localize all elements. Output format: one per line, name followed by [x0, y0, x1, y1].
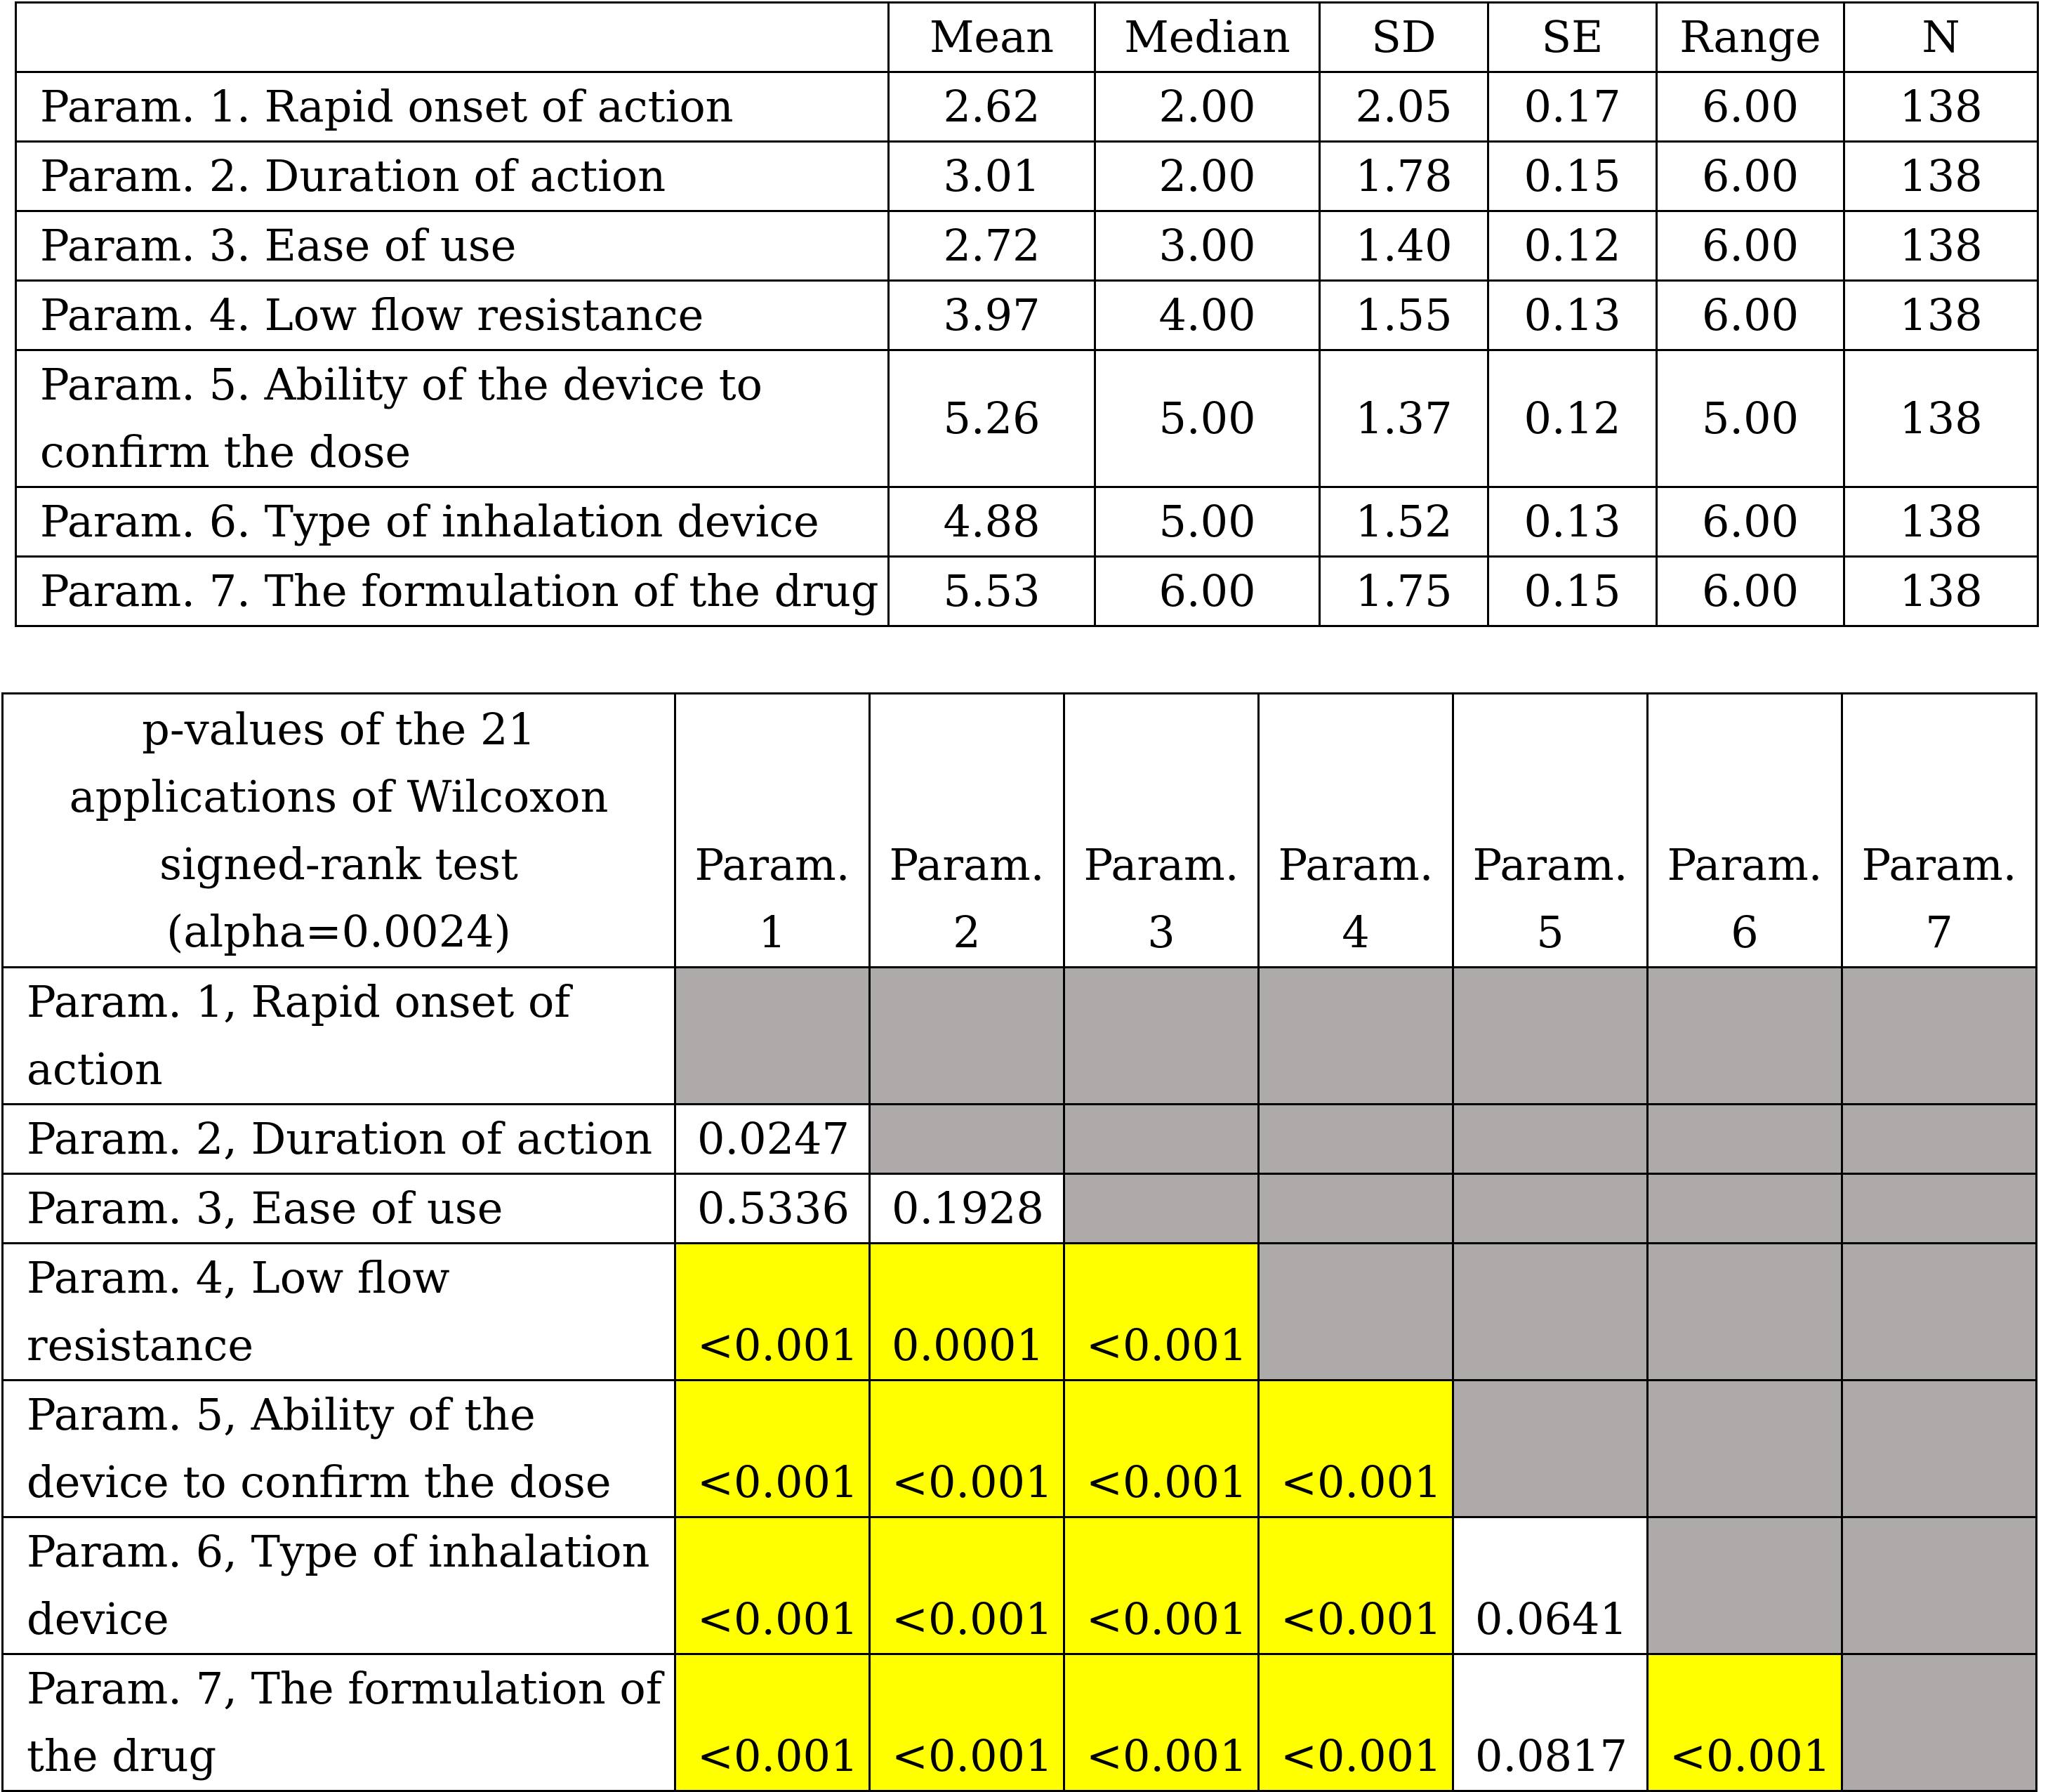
pvalue-cell: <0.001	[675, 1244, 870, 1381]
col-header-line-1: Param.	[1083, 839, 1239, 890]
pvalue-cell: <0.001	[870, 1517, 1064, 1654]
pvalue-cell: <0.001	[1064, 1654, 1259, 1791]
pvalue-cell: <0.001	[1064, 1381, 1259, 1517]
stats-median: 5.00	[1095, 350, 1320, 487]
stats-row-label: Param. 2. Duration of action	[16, 142, 889, 211]
stats-row-label: Param. 4. Low flow resistance	[16, 281, 889, 350]
stats-header-n: N	[1844, 3, 2038, 72]
pvalue-cell	[1842, 1244, 2037, 1381]
wilcoxon-pvalue-table	[1, 692, 2037, 1792]
stats-header-row	[16, 3, 2038, 72]
stats-row-4	[16, 281, 2038, 350]
col-header-line-1: Param.	[1472, 839, 1628, 890]
pvalue-cell: 0.0247	[675, 1105, 870, 1174]
stats-sd: 1.37	[1320, 350, 1488, 487]
stats-range: 6.00	[1657, 487, 1844, 557]
pvalue-cell	[1648, 1517, 1842, 1654]
stats-row-label	[16, 350, 889, 487]
pvalue-cell: <0.001	[870, 1381, 1064, 1517]
pvalue-cell	[1648, 1244, 1842, 1381]
pvalue-row-label	[3, 1381, 675, 1517]
stats-header-mean: Mean	[889, 3, 1095, 72]
pvalue-cell	[1648, 1105, 1842, 1174]
pvalue-cell	[1453, 1105, 1648, 1174]
stats-row-label: Param. 3. Ease of use	[16, 211, 889, 281]
pvalue-row-label	[3, 1517, 675, 1654]
stats-row-5	[16, 350, 2038, 487]
pvalue-cell	[1064, 1174, 1259, 1244]
stats-median: 4.00	[1095, 281, 1320, 350]
row-label-line-1: Param. 7, The formulation of	[27, 1663, 662, 1714]
col-header-param-3	[1064, 694, 1259, 968]
row-label-line-2: the drug	[27, 1730, 217, 1781]
stats-row-7	[16, 557, 2038, 626]
pvalue-cell	[1842, 1517, 2037, 1654]
col-header-line-2: 6	[1731, 907, 1759, 958]
pvalue-row-param-7	[3, 1654, 2037, 1791]
corner-line-1: p-values of the 21	[142, 703, 536, 755]
stats-se: 0.17	[1488, 72, 1657, 142]
stats-median: 6.00	[1095, 557, 1320, 626]
row-label-line-1: Param. 2, Duration of action	[27, 1113, 653, 1164]
col-header-line-2: 5	[1536, 907, 1564, 958]
pvalue-header-row	[3, 694, 2037, 968]
pvalue-cell	[1842, 968, 2037, 1105]
stats-range: 6.00	[1657, 557, 1844, 626]
row-label-line-1: Param. 1, Rapid onset of	[27, 976, 571, 1027]
stats-header-sd: SD	[1320, 3, 1488, 72]
stats-median: 3.00	[1095, 211, 1320, 281]
col-header-line-2: 4	[1342, 907, 1370, 958]
row-label-line-2: resistance	[27, 1319, 254, 1371]
pvalue-cell	[1842, 1174, 2037, 1244]
pvalue-row-label	[3, 968, 675, 1105]
stats-se: 0.15	[1488, 142, 1657, 211]
pvalue-cell	[1453, 968, 1648, 1105]
stats-sd: 1.55	[1320, 281, 1488, 350]
corner-line-3: signed-rank test	[159, 838, 518, 890]
pvalue-cell	[1842, 1105, 2037, 1174]
pvalue-cell	[870, 968, 1064, 1105]
stats-mean: 2.62	[889, 72, 1095, 142]
stats-row-2	[16, 142, 2038, 211]
stats-row-label: Param. 6. Type of inhalation device	[16, 487, 889, 557]
stats-mean: 2.72	[889, 211, 1095, 281]
pvalue-row-label	[3, 1654, 675, 1791]
col-header-line-2: 1	[758, 907, 786, 958]
stats-median: 2.00	[1095, 72, 1320, 142]
pvalue-cell: <0.001	[675, 1654, 870, 1791]
row-label-line-1: Param. 4, Low flow	[27, 1252, 450, 1303]
stats-row-label: Param. 7. The formulation of the drug	[16, 557, 889, 626]
row-label-line-1: Param. 3, Ease of use	[27, 1182, 503, 1234]
corner-line-4: (alpha=0.0024)	[166, 905, 511, 957]
stats-range: 5.00	[1657, 350, 1844, 487]
col-header-param-1	[675, 694, 870, 968]
pvalue-cell: 0.0817	[1453, 1654, 1648, 1791]
stats-row-6	[16, 487, 2038, 557]
pvalue-cell: <0.001	[675, 1517, 870, 1654]
col-header-line-2: 2	[953, 907, 981, 958]
stats-sd: 1.52	[1320, 487, 1488, 557]
stats-mean: 5.26	[889, 350, 1095, 487]
pvalue-cell: <0.001	[1259, 1517, 1453, 1654]
stats-sd: 1.40	[1320, 211, 1488, 281]
descriptive-stats-table	[15, 1, 2039, 627]
col-header-param-5	[1453, 694, 1648, 968]
pvalue-row-param-1	[3, 968, 2037, 1105]
stats-n: 138	[1844, 72, 2038, 142]
stats-median: 5.00	[1095, 487, 1320, 557]
pvalue-cell: <0.001	[675, 1381, 870, 1517]
stats-sd: 2.05	[1320, 72, 1488, 142]
pvalue-cell	[1648, 968, 1842, 1105]
pvalue-cell: 0.5336	[675, 1174, 870, 1244]
pvalue-cell	[1064, 968, 1259, 1105]
stats-header-se: SE	[1488, 3, 1657, 72]
pvalue-row-label	[3, 1244, 675, 1381]
stats-se: 0.13	[1488, 487, 1657, 557]
pvalue-cell: <0.001	[870, 1654, 1064, 1791]
stats-se: 0.15	[1488, 557, 1657, 626]
stats-mean: 3.01	[889, 142, 1095, 211]
pvalue-cell	[1259, 1244, 1453, 1381]
pvalue-cell: <0.001	[1064, 1244, 1259, 1381]
stats-header-median: Median	[1095, 3, 1320, 72]
stats-row-3	[16, 211, 2038, 281]
pvalue-cell	[1648, 1174, 1842, 1244]
col-header-param-7	[1842, 694, 2037, 968]
pvalue-row-param-5	[3, 1381, 2037, 1517]
stats-row-1	[16, 72, 2038, 142]
pvalue-cell	[1842, 1654, 2037, 1791]
col-header-line-1: Param.	[889, 839, 1045, 890]
pvalue-cell: <0.001	[1648, 1654, 1842, 1791]
row-label-line-2: device	[27, 1593, 169, 1645]
pvalue-cell: 0.0641	[1453, 1517, 1648, 1654]
col-header-line-1: Param.	[694, 839, 850, 890]
pvalue-row-param-3	[3, 1174, 2037, 1244]
stats-mean: 4.88	[889, 487, 1095, 557]
stats-n: 138	[1844, 557, 2038, 626]
pvalue-cell	[1453, 1381, 1648, 1517]
row-label-line-2: device to confirm the dose	[27, 1456, 612, 1508]
pvalue-corner-caption	[3, 694, 675, 968]
stats-header-empty	[16, 3, 889, 72]
pvalue-cell: 0.0001	[870, 1244, 1064, 1381]
stats-range: 6.00	[1657, 72, 1844, 142]
stats-sd: 1.75	[1320, 557, 1488, 626]
stats-range: 6.00	[1657, 211, 1844, 281]
stats-se: 0.12	[1488, 350, 1657, 487]
stats-n: 138	[1844, 211, 2038, 281]
pvalue-cell: <0.001	[1259, 1654, 1453, 1791]
pvalue-row-label	[3, 1174, 675, 1244]
stats-row-label: Param. 1. Rapid onset of action	[16, 72, 889, 142]
stats-row-label-line-1: Param. 5. Ability of the device to	[40, 359, 762, 410]
stats-mean: 3.97	[889, 281, 1095, 350]
col-header-line-1: Param.	[1861, 839, 2017, 890]
stats-sd: 1.78	[1320, 142, 1488, 211]
pvalue-row-param-4	[3, 1244, 2037, 1381]
pvalue-cell	[675, 968, 870, 1105]
col-header-param-4	[1259, 694, 1453, 968]
pvalue-row-param-2	[3, 1105, 2037, 1174]
pvalue-cell	[1453, 1244, 1648, 1381]
stats-n: 138	[1844, 350, 2038, 487]
stats-header-range: Range	[1657, 3, 1844, 72]
stats-n: 138	[1844, 281, 2038, 350]
stats-median: 2.00	[1095, 142, 1320, 211]
pvalue-cell: <0.001	[1259, 1381, 1453, 1517]
stats-range: 6.00	[1657, 281, 1844, 350]
col-header-line-1: Param.	[1667, 839, 1823, 890]
pvalue-cell	[1842, 1381, 2037, 1517]
row-label-line-1: Param. 6, Type of inhalation	[27, 1526, 650, 1577]
pvalue-cell	[1453, 1174, 1648, 1244]
col-header-param-2	[870, 694, 1064, 968]
pvalue-cell	[1259, 1174, 1453, 1244]
stats-n: 138	[1844, 487, 2038, 557]
col-header-line-2: 3	[1147, 907, 1175, 958]
pvalue-row-label	[3, 1105, 675, 1174]
pvalue-cell	[1259, 1105, 1453, 1174]
stats-se: 0.12	[1488, 211, 1657, 281]
pvalue-cell	[870, 1105, 1064, 1174]
row-label-line-1: Param. 5, Ability of the	[27, 1389, 536, 1440]
stats-se: 0.13	[1488, 281, 1657, 350]
pvalue-cell	[1648, 1381, 1842, 1517]
stats-range: 6.00	[1657, 142, 1844, 211]
pvalue-row-param-6	[3, 1517, 2037, 1654]
col-header-line-1: Param.	[1278, 839, 1434, 890]
pvalue-cell: <0.001	[1064, 1517, 1259, 1654]
stats-row-label-line-2: confirm the dose	[40, 426, 411, 477]
stats-n: 138	[1844, 142, 2038, 211]
col-header-line-2: 7	[1925, 907, 1953, 958]
pvalue-cell: 0.1928	[870, 1174, 1064, 1244]
pvalue-cell	[1259, 968, 1453, 1105]
corner-line-2: applications of Wilcoxon	[69, 770, 609, 822]
row-label-line-2: action	[27, 1043, 163, 1095]
stats-mean: 5.53	[889, 557, 1095, 626]
pvalue-cell	[1064, 1105, 1259, 1174]
col-header-param-6	[1648, 694, 1842, 968]
